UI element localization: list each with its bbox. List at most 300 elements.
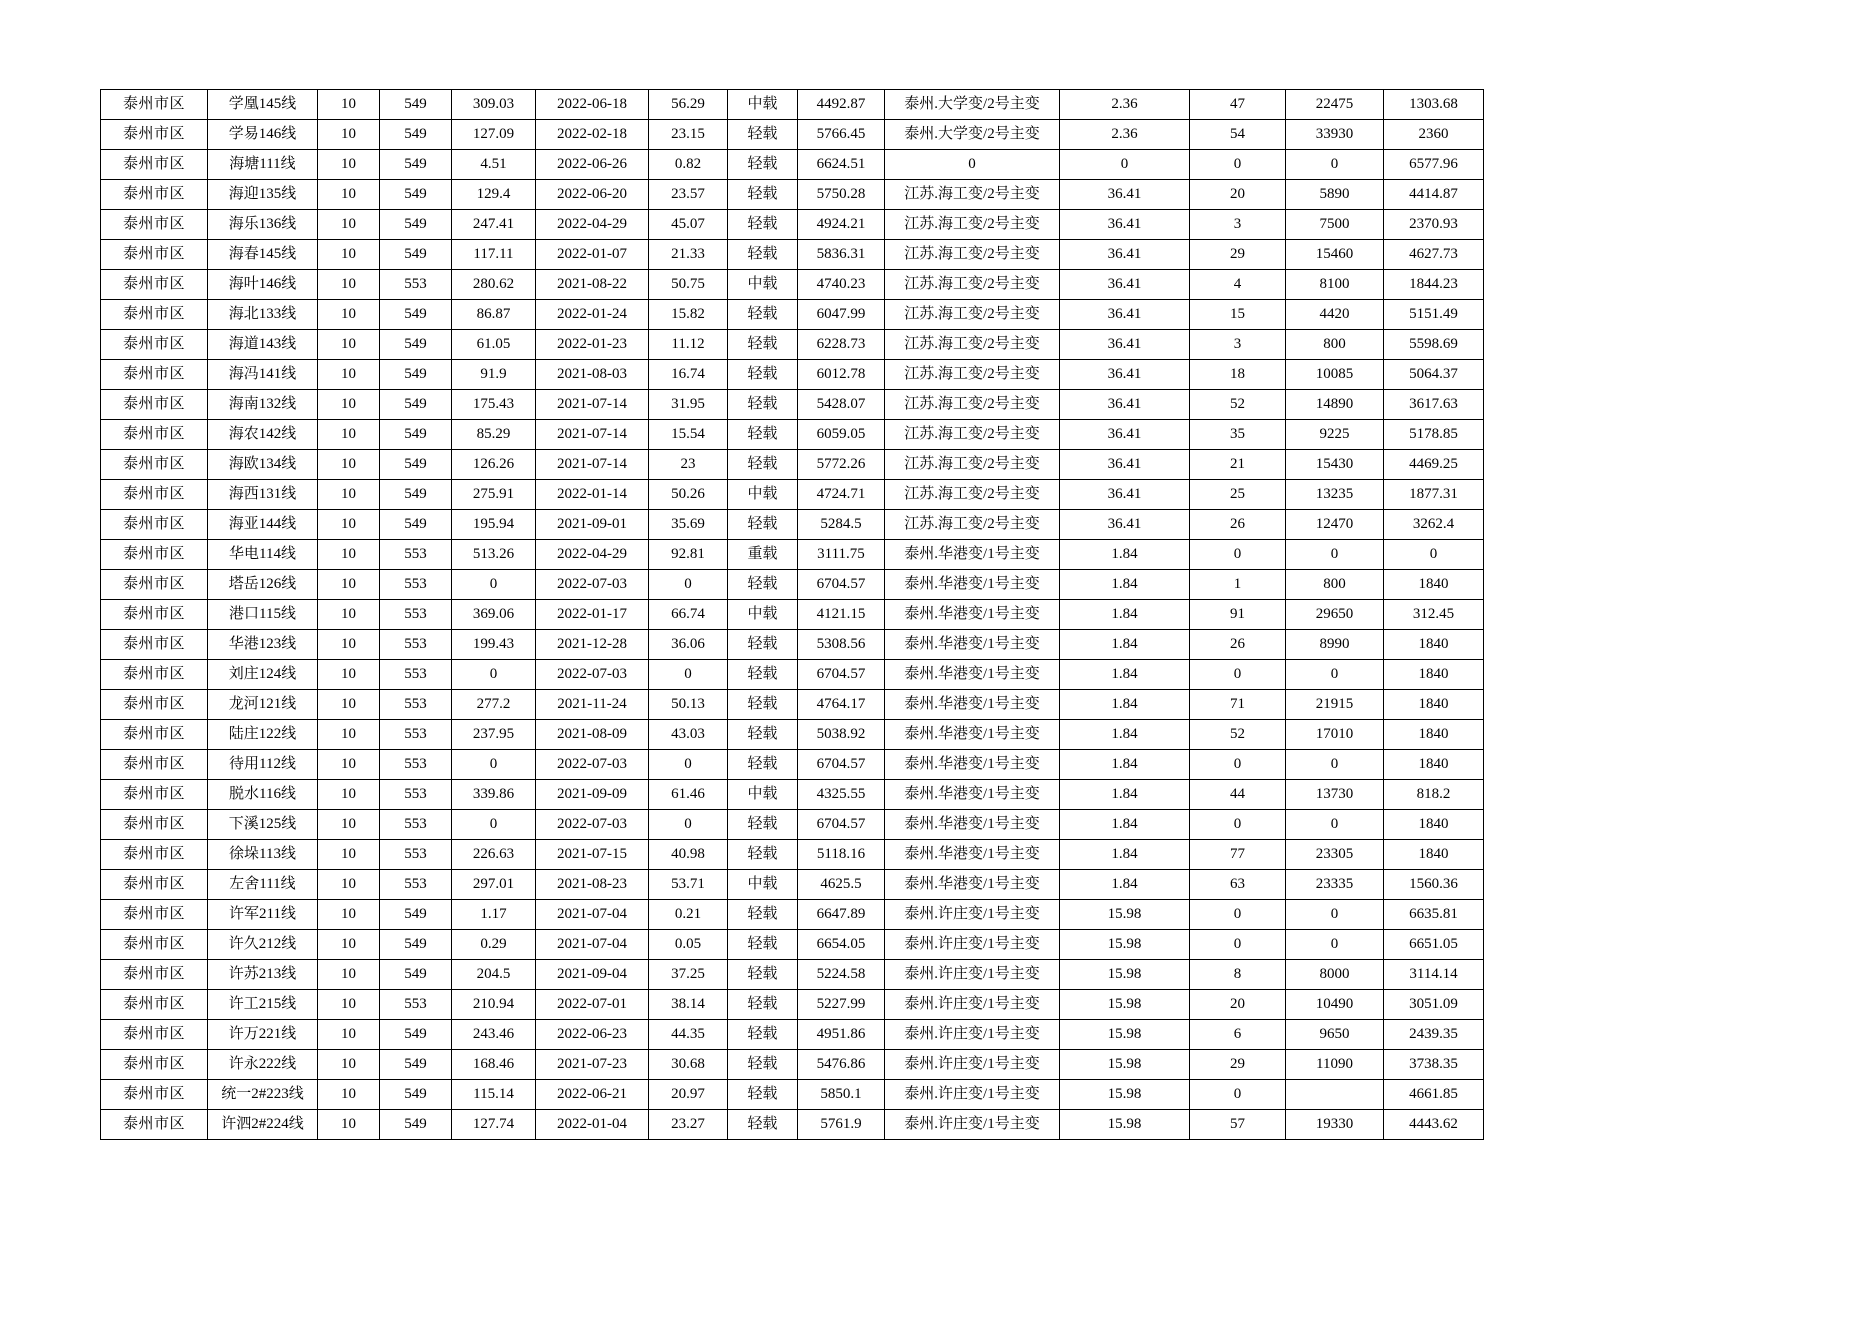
table-cell: 549 bbox=[380, 1050, 452, 1080]
table-cell: 13730 bbox=[1286, 780, 1384, 810]
table-cell: 泰州.许庄变/1号主变 bbox=[885, 1050, 1060, 1080]
table-cell: 轻载 bbox=[728, 330, 798, 360]
table-cell: 35 bbox=[1190, 420, 1286, 450]
table-cell: 10 bbox=[318, 120, 380, 150]
table-cell: 轻载 bbox=[728, 390, 798, 420]
table-cell: 江苏.海工变/2号主变 bbox=[885, 450, 1060, 480]
table-cell: 15.98 bbox=[1060, 1050, 1190, 1080]
table-cell: 10 bbox=[318, 780, 380, 810]
table-cell: 0 bbox=[1190, 810, 1286, 840]
table-cell: 轻载 bbox=[728, 990, 798, 1020]
table-cell: 10 bbox=[318, 1050, 380, 1080]
table-cell: 泰州.许庄变/1号主变 bbox=[885, 1110, 1060, 1140]
table-cell: 7500 bbox=[1286, 210, 1384, 240]
table-cell: 5118.16 bbox=[798, 840, 885, 870]
table-cell: 10 bbox=[318, 720, 380, 750]
table-cell: 127.74 bbox=[452, 1110, 536, 1140]
table-cell: 4924.21 bbox=[798, 210, 885, 240]
table-cell: 36.41 bbox=[1060, 390, 1190, 420]
table-cell: 泰州市区 bbox=[101, 810, 208, 840]
table-cell: 泰州市区 bbox=[101, 1110, 208, 1140]
table-cell: 中载 bbox=[728, 90, 798, 120]
table-cell: 1844.23 bbox=[1384, 270, 1484, 300]
table-cell: 1.84 bbox=[1060, 750, 1190, 780]
table-cell: 309.03 bbox=[452, 90, 536, 120]
table-cell: 0 bbox=[1286, 810, 1384, 840]
table-row bbox=[101, 1110, 1484, 1140]
table-cell: 轻载 bbox=[728, 1050, 798, 1080]
table-cell: 15.98 bbox=[1060, 1080, 1190, 1110]
table-cell: 泰州.许庄变/1号主变 bbox=[885, 1080, 1060, 1110]
table-cell: 1840 bbox=[1384, 570, 1484, 600]
table-cell: 0 bbox=[885, 150, 1060, 180]
table-cell: 3738.35 bbox=[1384, 1050, 1484, 1080]
table-row bbox=[101, 690, 1484, 720]
table-cell: 0 bbox=[649, 660, 728, 690]
table-cell: 1840 bbox=[1384, 810, 1484, 840]
table-cell: 1.84 bbox=[1060, 780, 1190, 810]
table-cell: 泰州市区 bbox=[101, 240, 208, 270]
table-cell: 199.43 bbox=[452, 630, 536, 660]
table-cell: 20.97 bbox=[649, 1080, 728, 1110]
table-cell: 10 bbox=[318, 1020, 380, 1050]
table-cell: 5850.1 bbox=[798, 1080, 885, 1110]
table-cell: 泰州.华港变/1号主变 bbox=[885, 540, 1060, 570]
table-cell: 553 bbox=[380, 870, 452, 900]
table-cell: 泰州.华港变/1号主变 bbox=[885, 870, 1060, 900]
table-cell: 5761.9 bbox=[798, 1110, 885, 1140]
table-cell: 36.41 bbox=[1060, 180, 1190, 210]
table-cell: 6624.51 bbox=[798, 150, 885, 180]
table-cell: 11.12 bbox=[649, 330, 728, 360]
table-row bbox=[101, 780, 1484, 810]
table-cell: 泰州.许庄变/1号主变 bbox=[885, 960, 1060, 990]
table-cell: 2021-07-15 bbox=[536, 840, 649, 870]
table-cell: 2021-07-14 bbox=[536, 420, 649, 450]
table-cell: 轻载 bbox=[728, 510, 798, 540]
table-cell: 57 bbox=[1190, 1110, 1286, 1140]
table-cell: 29 bbox=[1190, 240, 1286, 270]
table-cell: 0 bbox=[1286, 660, 1384, 690]
table-cell: 泰州市区 bbox=[101, 690, 208, 720]
table-cell: 6704.57 bbox=[798, 570, 885, 600]
table-cell: 553 bbox=[380, 810, 452, 840]
table-cell: 泰州市区 bbox=[101, 1050, 208, 1080]
table-cell: 10 bbox=[318, 840, 380, 870]
table-cell: 4661.85 bbox=[1384, 1080, 1484, 1110]
table-cell: 21915 bbox=[1286, 690, 1384, 720]
table-cell: 50.75 bbox=[649, 270, 728, 300]
table-cell: 26 bbox=[1190, 630, 1286, 660]
table-cell: 23.27 bbox=[649, 1110, 728, 1140]
table-cell: 40.98 bbox=[649, 840, 728, 870]
table-cell: 0 bbox=[1190, 1080, 1286, 1110]
table-cell: 重载 bbox=[728, 540, 798, 570]
table-cell: 0 bbox=[1384, 540, 1484, 570]
table-cell: 海乐136线 bbox=[208, 210, 318, 240]
table-cell: 泰州市区 bbox=[101, 510, 208, 540]
table-cell: 泰州市区 bbox=[101, 840, 208, 870]
table-cell: 9225 bbox=[1286, 420, 1384, 450]
table-cell: 0 bbox=[1190, 750, 1286, 780]
table-cell: 泰州市区 bbox=[101, 270, 208, 300]
table-cell: 轻载 bbox=[728, 570, 798, 600]
table-cell: 36.41 bbox=[1060, 270, 1190, 300]
table-cell: 1.84 bbox=[1060, 630, 1190, 660]
table-cell: 553 bbox=[380, 780, 452, 810]
table-cell: 泰州市区 bbox=[101, 360, 208, 390]
table-cell: 8 bbox=[1190, 960, 1286, 990]
table-cell: 2021-07-14 bbox=[536, 390, 649, 420]
table-cell: 31.95 bbox=[649, 390, 728, 420]
table-cell: 47 bbox=[1190, 90, 1286, 120]
table-row bbox=[101, 1050, 1484, 1080]
table-cell: 549 bbox=[380, 360, 452, 390]
table-cell: 10 bbox=[318, 990, 380, 1020]
table-cell: 21 bbox=[1190, 450, 1286, 480]
table-cell: 21.33 bbox=[649, 240, 728, 270]
table-row bbox=[101, 420, 1484, 450]
table-cell: 0 bbox=[1190, 900, 1286, 930]
table-cell: 2022-01-04 bbox=[536, 1110, 649, 1140]
table-cell: 0.29 bbox=[452, 930, 536, 960]
table-cell: 2439.35 bbox=[1384, 1020, 1484, 1050]
table-cell: 52 bbox=[1190, 720, 1286, 750]
data-table-container bbox=[100, 89, 1473, 1140]
table-cell: 129.4 bbox=[452, 180, 536, 210]
table-row bbox=[101, 150, 1484, 180]
table-cell: 10 bbox=[318, 660, 380, 690]
table-cell: 轻载 bbox=[728, 1110, 798, 1140]
table-cell: 210.94 bbox=[452, 990, 536, 1020]
table-cell: 15.98 bbox=[1060, 990, 1190, 1020]
table-cell: 10 bbox=[318, 180, 380, 210]
table-cell: 1840 bbox=[1384, 840, 1484, 870]
table-cell: 2021-09-09 bbox=[536, 780, 649, 810]
table-cell: 2022-01-14 bbox=[536, 480, 649, 510]
table-cell: 塔岳126线 bbox=[208, 570, 318, 600]
table-cell: 江苏.海工变/2号主变 bbox=[885, 210, 1060, 240]
table-cell: 1 bbox=[1190, 570, 1286, 600]
table-cell: 168.46 bbox=[452, 1050, 536, 1080]
table-cell: 泰州市区 bbox=[101, 120, 208, 150]
table-cell: 71 bbox=[1190, 690, 1286, 720]
table-cell: 5772.26 bbox=[798, 450, 885, 480]
table-cell: 53.71 bbox=[649, 870, 728, 900]
table-cell: 29 bbox=[1190, 1050, 1286, 1080]
table-cell: 中载 bbox=[728, 600, 798, 630]
table-cell: 10 bbox=[318, 210, 380, 240]
table-cell: 华电114线 bbox=[208, 540, 318, 570]
table-cell: 2022-01-17 bbox=[536, 600, 649, 630]
table-cell: 10 bbox=[318, 480, 380, 510]
table-cell: 泰州.许庄变/1号主变 bbox=[885, 1020, 1060, 1050]
table-cell: 轻载 bbox=[728, 1080, 798, 1110]
table-cell: 2022-01-24 bbox=[536, 300, 649, 330]
table-cell: 86.87 bbox=[452, 300, 536, 330]
table-cell: 许泗2#224线 bbox=[208, 1110, 318, 1140]
table-cell: 泰州.华港变/1号主变 bbox=[885, 780, 1060, 810]
table-cell: 549 bbox=[380, 150, 452, 180]
table-cell: 4414.87 bbox=[1384, 180, 1484, 210]
table-cell: 中载 bbox=[728, 480, 798, 510]
table-cell: 10 bbox=[318, 540, 380, 570]
table-cell: 5227.99 bbox=[798, 990, 885, 1020]
table-cell: 175.43 bbox=[452, 390, 536, 420]
table-cell: 泰州市区 bbox=[101, 1020, 208, 1050]
table-cell: 50.26 bbox=[649, 480, 728, 510]
table-cell: 2022-07-03 bbox=[536, 660, 649, 690]
table-cell: 19330 bbox=[1286, 1110, 1384, 1140]
table-cell: 43.03 bbox=[649, 720, 728, 750]
table-cell: 553 bbox=[380, 840, 452, 870]
table-cell: 10 bbox=[318, 870, 380, 900]
table-cell: 泰州市区 bbox=[101, 990, 208, 1020]
table-cell: 许万221线 bbox=[208, 1020, 318, 1050]
table-cell: 2022-07-03 bbox=[536, 570, 649, 600]
table-cell: 549 bbox=[380, 450, 452, 480]
table-cell: 36.41 bbox=[1060, 450, 1190, 480]
table-cell: 江苏.海工变/2号主变 bbox=[885, 390, 1060, 420]
table-cell: 2022-01-23 bbox=[536, 330, 649, 360]
table-cell: 0 bbox=[649, 750, 728, 780]
table-cell: 6 bbox=[1190, 1020, 1286, 1050]
table-cell: 92.81 bbox=[649, 540, 728, 570]
table-cell: 237.95 bbox=[452, 720, 536, 750]
table-cell: 23335 bbox=[1286, 870, 1384, 900]
table-cell: 66.74 bbox=[649, 600, 728, 630]
table-cell: 36.41 bbox=[1060, 420, 1190, 450]
table-cell: 2.36 bbox=[1060, 90, 1190, 120]
table-cell: 海亚144线 bbox=[208, 510, 318, 540]
table-cell: 10 bbox=[318, 240, 380, 270]
table-cell: 10 bbox=[318, 390, 380, 420]
table-cell: 5308.56 bbox=[798, 630, 885, 660]
table-cell: 0 bbox=[452, 660, 536, 690]
table-cell: 3051.09 bbox=[1384, 990, 1484, 1020]
table-cell: 549 bbox=[380, 240, 452, 270]
table-cell: 275.91 bbox=[452, 480, 536, 510]
table-row bbox=[101, 660, 1484, 690]
table-cell: 54 bbox=[1190, 120, 1286, 150]
table-cell: 10 bbox=[318, 510, 380, 540]
table-cell: 553 bbox=[380, 540, 452, 570]
table-cell: 126.26 bbox=[452, 450, 536, 480]
table-cell: 5890 bbox=[1286, 180, 1384, 210]
table-row bbox=[101, 240, 1484, 270]
table-cell: 海西131线 bbox=[208, 480, 318, 510]
table-row bbox=[101, 750, 1484, 780]
table-cell: 549 bbox=[380, 420, 452, 450]
table-cell: 泰州市区 bbox=[101, 750, 208, 780]
table-row bbox=[101, 480, 1484, 510]
table-cell: 泰州.华港变/1号主变 bbox=[885, 810, 1060, 840]
table-cell: 4121.15 bbox=[798, 600, 885, 630]
table-cell: 2022-06-21 bbox=[536, 1080, 649, 1110]
table-cell: 549 bbox=[380, 210, 452, 240]
table-cell: 轻载 bbox=[728, 300, 798, 330]
table-cell: 45.07 bbox=[649, 210, 728, 240]
table-cell: 2.36 bbox=[1060, 120, 1190, 150]
table-cell: 轻载 bbox=[728, 960, 798, 990]
table-cell: 2021-08-22 bbox=[536, 270, 649, 300]
table-cell: 0 bbox=[1190, 540, 1286, 570]
table-cell: 127.09 bbox=[452, 120, 536, 150]
table-cell: 5766.45 bbox=[798, 120, 885, 150]
table-cell: 115.14 bbox=[452, 1080, 536, 1110]
table-cell: 待用112线 bbox=[208, 750, 318, 780]
table-cell: 2021-08-23 bbox=[536, 870, 649, 900]
table-cell: 10085 bbox=[1286, 360, 1384, 390]
table-cell: 15 bbox=[1190, 300, 1286, 330]
table-cell: 10 bbox=[318, 300, 380, 330]
table-cell: 轻载 bbox=[728, 750, 798, 780]
table-cell: 553 bbox=[380, 630, 452, 660]
table-cell: 泰州市区 bbox=[101, 480, 208, 510]
table-cell: 5178.85 bbox=[1384, 420, 1484, 450]
table-cell: 1.84 bbox=[1060, 540, 1190, 570]
table-cell: 4 bbox=[1190, 270, 1286, 300]
table-cell: 泰州市区 bbox=[101, 630, 208, 660]
table-cell: 36.41 bbox=[1060, 210, 1190, 240]
table-cell: 553 bbox=[380, 690, 452, 720]
table-cell: 52 bbox=[1190, 390, 1286, 420]
table-cell: 2022-07-01 bbox=[536, 990, 649, 1020]
table-cell: 轻载 bbox=[728, 930, 798, 960]
table-cell: 1.84 bbox=[1060, 600, 1190, 630]
table-cell: 2022-07-03 bbox=[536, 810, 649, 840]
table-cell: 8100 bbox=[1286, 270, 1384, 300]
table-cell: 江苏.海工变/2号主变 bbox=[885, 360, 1060, 390]
table-cell: 5038.92 bbox=[798, 720, 885, 750]
table-cell: 2021-09-04 bbox=[536, 960, 649, 990]
table-cell: 36.41 bbox=[1060, 300, 1190, 330]
table-cell: 1877.31 bbox=[1384, 480, 1484, 510]
table-cell: 1840 bbox=[1384, 660, 1484, 690]
table-cell: 轻载 bbox=[728, 420, 798, 450]
table-cell: 549 bbox=[380, 120, 452, 150]
table-cell: 泰州市区 bbox=[101, 1080, 208, 1110]
table-cell: 2022-04-29 bbox=[536, 540, 649, 570]
table-cell: 陆庄122线 bbox=[208, 720, 318, 750]
table-cell: 204.5 bbox=[452, 960, 536, 990]
table-cell: 15.82 bbox=[649, 300, 728, 330]
table-cell: 800 bbox=[1286, 330, 1384, 360]
table-cell: 龙河121线 bbox=[208, 690, 318, 720]
table-cell: 1.84 bbox=[1060, 690, 1190, 720]
table-cell: 10 bbox=[318, 150, 380, 180]
table-cell: 海春145线 bbox=[208, 240, 318, 270]
table-cell: 0.21 bbox=[649, 900, 728, 930]
table-cell: 6704.57 bbox=[798, 660, 885, 690]
table-cell: 江苏.海工变/2号主变 bbox=[885, 300, 1060, 330]
table-cell: 277.2 bbox=[452, 690, 536, 720]
table-cell: 4764.17 bbox=[798, 690, 885, 720]
table-cell: 10 bbox=[318, 630, 380, 660]
table-cell: 549 bbox=[380, 1110, 452, 1140]
table-cell: 4740.23 bbox=[798, 270, 885, 300]
table-cell: 泰州市区 bbox=[101, 870, 208, 900]
table-cell: 2021-07-14 bbox=[536, 450, 649, 480]
table-cell: 117.11 bbox=[452, 240, 536, 270]
table-row bbox=[101, 360, 1484, 390]
table-cell: 553 bbox=[380, 570, 452, 600]
table-cell: 1.84 bbox=[1060, 870, 1190, 900]
table-cell: 0 bbox=[1286, 930, 1384, 960]
table-cell: 3 bbox=[1190, 210, 1286, 240]
table-cell: 轻载 bbox=[728, 450, 798, 480]
table-cell: 6059.05 bbox=[798, 420, 885, 450]
table-cell: 15.98 bbox=[1060, 900, 1190, 930]
table-cell: 许军211线 bbox=[208, 900, 318, 930]
table-cell: 38.14 bbox=[649, 990, 728, 1020]
table-cell: 江苏.海工变/2号主变 bbox=[885, 270, 1060, 300]
table-cell: 轻载 bbox=[728, 810, 798, 840]
table-cell: 339.86 bbox=[452, 780, 536, 810]
table-cell: 13235 bbox=[1286, 480, 1384, 510]
table-cell: 海叶146线 bbox=[208, 270, 318, 300]
table-cell: 5598.69 bbox=[1384, 330, 1484, 360]
table-cell: 369.06 bbox=[452, 600, 536, 630]
table-cell: 海冯141线 bbox=[208, 360, 318, 390]
table-cell: 280.62 bbox=[452, 270, 536, 300]
table-cell: 1840 bbox=[1384, 720, 1484, 750]
table-cell: 许工215线 bbox=[208, 990, 318, 1020]
table-cell: 港口115线 bbox=[208, 600, 318, 630]
table-cell: 10 bbox=[318, 360, 380, 390]
table-cell: 195.94 bbox=[452, 510, 536, 540]
table-cell: 15.54 bbox=[649, 420, 728, 450]
table-cell: 泰州市区 bbox=[101, 570, 208, 600]
table-cell: 6635.81 bbox=[1384, 900, 1484, 930]
table-cell: 泰州市区 bbox=[101, 930, 208, 960]
table-row bbox=[101, 120, 1484, 150]
table-cell: 海道143线 bbox=[208, 330, 318, 360]
table-cell: 10 bbox=[318, 900, 380, 930]
table-cell: 江苏.海工变/2号主变 bbox=[885, 420, 1060, 450]
table-cell: 818.2 bbox=[1384, 780, 1484, 810]
table-row bbox=[101, 210, 1484, 240]
table-cell: 轻载 bbox=[728, 210, 798, 240]
table-cell: 247.41 bbox=[452, 210, 536, 240]
table-cell: 85.29 bbox=[452, 420, 536, 450]
table-cell: 6704.57 bbox=[798, 750, 885, 780]
table-cell: 23305 bbox=[1286, 840, 1384, 870]
table-row bbox=[101, 810, 1484, 840]
table-row bbox=[101, 300, 1484, 330]
table-cell: 1560.36 bbox=[1384, 870, 1484, 900]
table-cell: 36.06 bbox=[649, 630, 728, 660]
table-row bbox=[101, 390, 1484, 420]
table-cell: 0.05 bbox=[649, 930, 728, 960]
table-cell: 5284.5 bbox=[798, 510, 885, 540]
table-cell: 553 bbox=[380, 660, 452, 690]
table-cell: 17010 bbox=[1286, 720, 1384, 750]
table-cell: 泰州.大学变/2号主变 bbox=[885, 90, 1060, 120]
table-cell: 刘庄124线 bbox=[208, 660, 318, 690]
table-cell: 泰州.华港变/1号主变 bbox=[885, 600, 1060, 630]
table-cell: 4627.73 bbox=[1384, 240, 1484, 270]
table-cell: 江苏.海工变/2号主变 bbox=[885, 180, 1060, 210]
table-cell: 0 bbox=[1286, 150, 1384, 180]
table-cell: 36.41 bbox=[1060, 510, 1190, 540]
table-cell: 549 bbox=[380, 510, 452, 540]
table-cell: 1303.68 bbox=[1384, 90, 1484, 120]
table-cell: 泰州市区 bbox=[101, 330, 208, 360]
table-cell: 2021-08-03 bbox=[536, 360, 649, 390]
table-cell: 泰州市区 bbox=[101, 390, 208, 420]
table-cell: 10 bbox=[318, 570, 380, 600]
